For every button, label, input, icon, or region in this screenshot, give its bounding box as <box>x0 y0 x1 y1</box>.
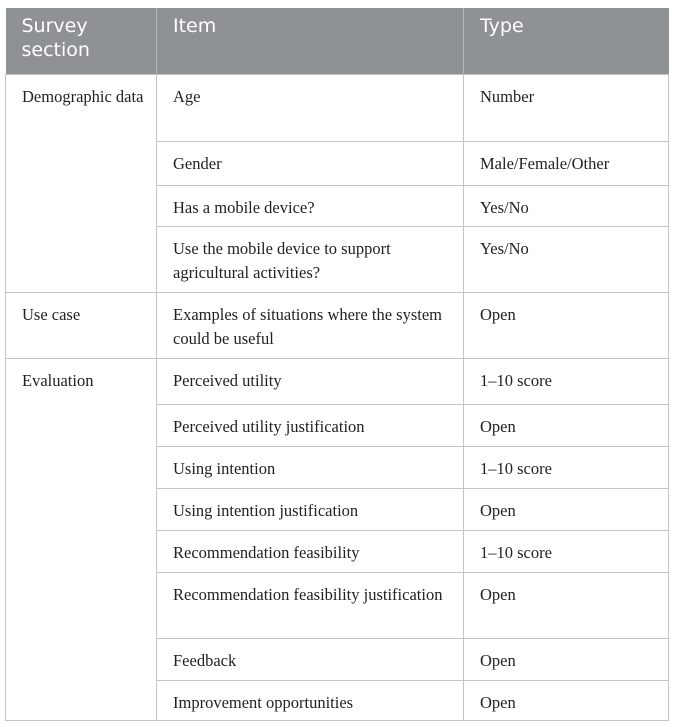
header-type: Type <box>464 8 669 75</box>
section-cell: Evaluation <box>6 359 157 721</box>
item-cell: Perceived utility justification <box>157 405 464 447</box>
item-cell: Perceived utility <box>157 359 464 405</box>
survey-table <box>5 8 669 721</box>
type-cell: Open <box>464 293 669 359</box>
item-cell: Has a mobile device? <box>157 186 464 227</box>
type-cell: Male/Female/Other <box>464 142 669 186</box>
type-cell: Open <box>464 405 669 447</box>
table-row <box>6 75 669 142</box>
item-cell: Feedback <box>157 639 464 681</box>
item-cell: Recommendation feasibility justification <box>157 573 464 639</box>
type-cell: Open <box>464 639 669 681</box>
item-cell: Gender <box>157 142 464 186</box>
type-cell: 1–10 score <box>464 359 669 405</box>
section-cell: Use case <box>6 293 157 359</box>
item-cell: Using intention justification <box>157 489 464 531</box>
type-cell: Number <box>464 75 669 142</box>
type-cell: Open <box>464 573 669 639</box>
item-cell: Improvement opportunities <box>157 681 464 721</box>
item-cell: Recommendation feasibility <box>157 531 464 573</box>
item-cell: Use the mobile device to support agricultural activities? <box>157 227 464 293</box>
type-cell: 1–10 score <box>464 531 669 573</box>
table-row <box>6 293 669 359</box>
section-cell: Demographic data <box>6 75 157 293</box>
type-cell: Open <box>464 681 669 721</box>
item-cell: Age <box>157 75 464 142</box>
type-cell: 1–10 score <box>464 447 669 489</box>
header-survey-section: Survey section <box>6 8 157 75</box>
header-item: Item <box>157 8 464 75</box>
type-cell: Yes/No <box>464 186 669 227</box>
type-cell: Yes/No <box>464 227 669 293</box>
header-row <box>6 8 669 75</box>
type-cell: Open <box>464 489 669 531</box>
table-row <box>6 359 669 405</box>
item-cell: Examples of situations where the system could be useful <box>157 293 464 359</box>
item-cell: Using intention <box>157 447 464 489</box>
